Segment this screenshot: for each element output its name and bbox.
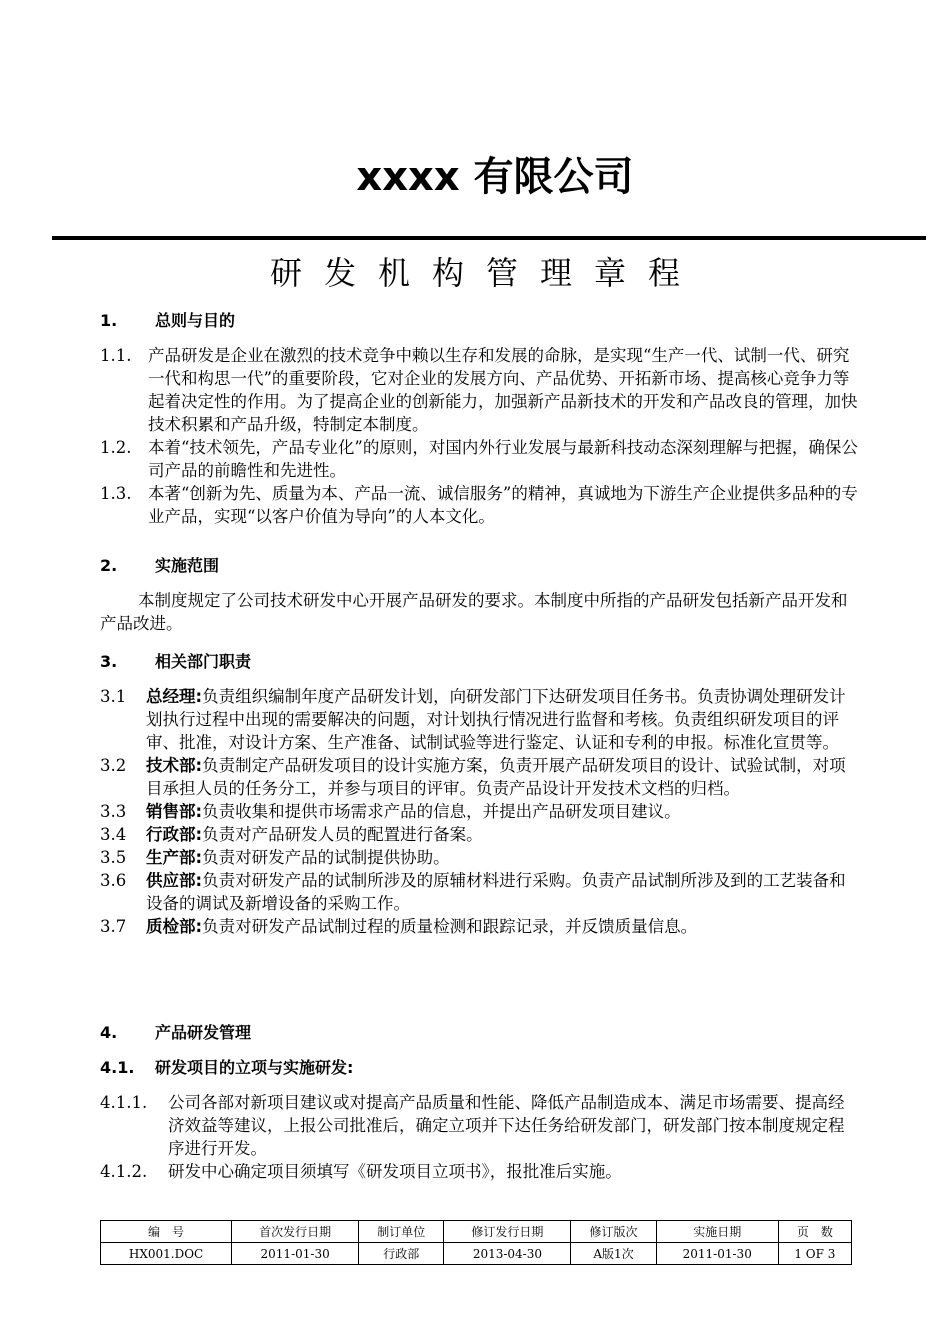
item-number: 1.1.	[100, 346, 132, 365]
item-number: 3.3	[100, 802, 127, 821]
section-number: 4.	[100, 1023, 118, 1042]
item-text: 公司各部对新项目建议或对提高产品质量和性能、降低产品制造成本、满足市场需要、提高经济效益等建议，上报公司批准后，确定立项并下达任务给研发部门，研发部门按本制度规定程序进行开发。	[168, 1093, 845, 1158]
item-text: 研发中心确定项目须填写《研发项目立项书》，报批准后实施。	[168, 1162, 622, 1181]
section-1-heading	[100, 309, 235, 332]
table-cell: 行政部	[359, 1243, 444, 1265]
section-4-items	[100, 1091, 860, 1183]
list-item	[100, 1160, 860, 1183]
item-number: 1.3.	[100, 484, 132, 503]
table-header-cell: 修订版次	[571, 1221, 656, 1243]
section-number: 1.	[100, 311, 118, 330]
list-item	[100, 685, 860, 754]
department-label: 行政部:	[146, 825, 203, 844]
section-3-items	[100, 685, 860, 938]
department-label: 质检部:	[146, 917, 203, 936]
table-header-row	[101, 1221, 852, 1243]
item-number: 3.7	[100, 917, 127, 936]
department-label: 销售部:	[146, 802, 203, 821]
section-3-heading	[100, 650, 251, 673]
list-item	[100, 482, 860, 528]
table-cell: 2011-01-30	[656, 1243, 778, 1265]
table-row	[101, 1243, 852, 1265]
item-text: 负责对研发产品试制过程的质量检测和跟踪记录，并反馈质量信息。	[202, 917, 698, 936]
item-text: 产品研发是企业在激烈的技术竞争中赖以生存和发展的命脉，是实现“生产一代、试制一代、研究一代和构思一代”的重要阶段，它对企业的发展方向、产品优势、开拓新市场、提高核心竞争力等起着决定性的作用。为了提高企业的创新能力，加强新产品新技术的开发和产品改良的管理，加快技术积累和产品升级，特制定本制度。	[148, 346, 858, 434]
item-text: 负责收集和提供市场需求产品的信息，并提出产品研发项目建议。	[202, 802, 681, 821]
list-item	[100, 846, 860, 869]
item-text: 负责组织编制年度产品研发计划，向研发部门下达研发项目任务书。负责协调处理研发计划执行过程中出现的需要解决的问题，对计划执行情况进行监督和考核。负责组织研发项目的评审、批准，对设计方案、生产准备、试制试验等进行鉴定、认证和专利的申报。标准化宣贯等。	[146, 687, 846, 752]
item-number: 3.6	[100, 871, 127, 890]
department-label: 总经理:	[146, 687, 203, 706]
table-cell: A版1次	[571, 1243, 656, 1265]
list-item	[100, 800, 860, 823]
section-2-paragraph: 本制度规定了公司技术研发中心开展产品研发的要求。本制度中所指的产品研发包括新产品开发和产品改进。	[100, 591, 848, 633]
item-text: 负责对产品研发人员的配置进行备案。	[202, 825, 483, 844]
header-divider	[52, 236, 926, 240]
table-header-cell: 制订单位	[359, 1221, 444, 1243]
table-cell: HX001.DOC	[101, 1243, 232, 1265]
item-number: 3.5	[100, 848, 127, 867]
table-header-cell: 实施日期	[656, 1221, 778, 1243]
subsection-number: 4.1.	[100, 1058, 135, 1077]
list-item	[100, 915, 860, 938]
table-cell: 1 OF 3	[778, 1243, 851, 1265]
department-label: 供应部:	[146, 871, 203, 890]
table-cell: 2011-01-30	[232, 1243, 359, 1265]
item-number: 3.1	[100, 687, 127, 706]
table-cell: 2013-04-30	[444, 1243, 571, 1265]
section-title: 实施范围	[155, 556, 220, 575]
list-item	[100, 344, 860, 436]
table-header-cell: 修订发行日期	[444, 1221, 571, 1243]
item-text: 负责对研发产品的试制所涉及的原辅材料进行采购。负责产品试制所涉及到的工艺装备和设备的调试及新增设备的采购工作。	[146, 871, 846, 913]
section-number: 3.	[100, 652, 118, 671]
department-label: 生产部:	[146, 848, 203, 867]
section-title: 产品研发管理	[155, 1023, 252, 1042]
section-4-heading	[100, 1021, 251, 1044]
section-title: 相关部门职责	[155, 652, 252, 671]
item-number: 4.1.2.	[100, 1162, 148, 1181]
table-header-cell: 编 号	[101, 1221, 232, 1243]
list-item	[100, 436, 860, 482]
item-text: 本著“创新为先、质量为本、产品一流、诚信服务”的精神，真诚地为下游生产企业提供多品种的专业产品，实现“以客户价值为导向”的人本文化。	[148, 484, 858, 526]
list-item	[100, 823, 860, 846]
item-text: 负责制定产品研发项目的设计实施方案，负责开展产品研发项目的设计、试验试制，对项目承担人员的任务分工，并参与项目的评审。负责产品设计开发技术文档的归档。	[146, 756, 846, 798]
list-item	[100, 754, 860, 800]
department-label: 技术部:	[146, 756, 203, 775]
item-number: 3.2	[100, 756, 127, 775]
document-control-table	[100, 1220, 852, 1265]
section-title: 总则与目的	[155, 311, 236, 330]
section-number: 2.	[100, 556, 118, 575]
document-title: 研发机构管理章程	[269, 254, 702, 292]
item-text: 本着“技术领先，产品专业化”的原则，对国内外行业发展与最新科技动态深刻理解与把握，确保公司产品的前瞻性和先进性。	[148, 438, 858, 480]
table-header-cell: 首次发行日期	[232, 1221, 359, 1243]
item-text: 负责对研发产品的试制提供协助。	[202, 848, 450, 867]
item-number: 1.2.	[100, 438, 132, 457]
list-item	[100, 1091, 860, 1160]
list-item	[100, 869, 860, 915]
table-header-cell: 页 数	[778, 1221, 851, 1243]
section-1-items	[100, 344, 860, 528]
section-2-heading	[100, 554, 219, 577]
subsection-4-1-heading	[100, 1056, 353, 1079]
company-name: xxxx 有限公司	[356, 154, 634, 200]
item-number: 3.4	[100, 825, 127, 844]
item-number: 4.1.1.	[100, 1093, 148, 1112]
subsection-title: 研发项目的立项与实施研发:	[155, 1058, 354, 1077]
